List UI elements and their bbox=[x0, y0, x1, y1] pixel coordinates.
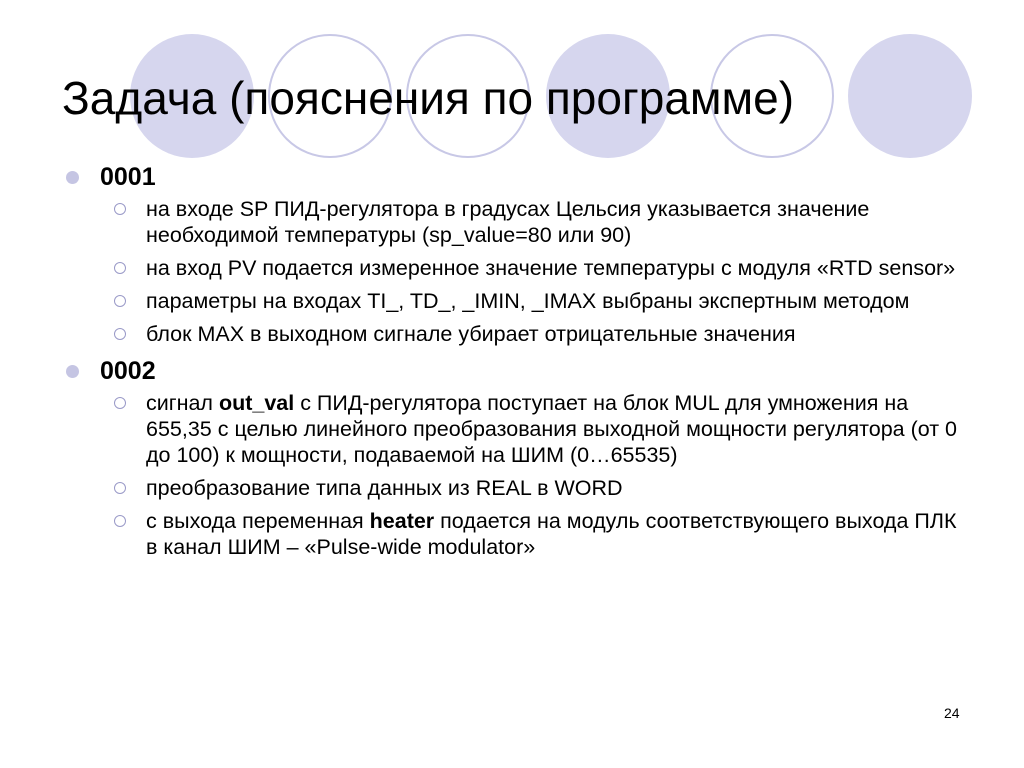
bullet-ring-icon bbox=[114, 262, 126, 274]
list-item-text: преобразование типа данных из REAL в WORD bbox=[146, 476, 623, 500]
bullet-ring-icon bbox=[114, 397, 126, 409]
list-item-text: блок MAX в выходном сигнале убирает отрицательные значения bbox=[146, 322, 796, 346]
bullet-ring-icon bbox=[114, 482, 126, 494]
list-item bbox=[66, 390, 966, 468]
bullet-ring-icon bbox=[114, 203, 126, 215]
variable-name: heater bbox=[369, 509, 435, 533]
slide-title: Задача (пояснения по программе) bbox=[62, 72, 795, 124]
variable-name: out_val bbox=[218, 391, 295, 415]
list-item-text-post: с ПИД-регулятора поступает на блок MUL для умножения на 655,35 с целью линейного преобразования выходной мощности регулятора (от 0 до 100) к мощности, подаваемой на ШИМ (0…65535) bbox=[146, 391, 958, 467]
page-number: 24 bbox=[944, 705, 960, 721]
list-item-text: параметры на входах TI_, TD_, _IMIN, _IMAX выбраны экспертным методом bbox=[146, 289, 910, 313]
list-item-text-post: подается на модуль соответствующего выхода ПЛК в канал ШИМ – «Pulse-wide modulator» bbox=[146, 509, 957, 559]
list-item bbox=[66, 196, 966, 248]
list-item-text: на вход PV подается измеренное значение температуры с модуля «RTD sensor» bbox=[146, 256, 956, 280]
section-heading bbox=[66, 162, 966, 192]
bullet-list bbox=[66, 162, 966, 567]
list-item bbox=[66, 321, 966, 347]
decor-circle bbox=[848, 34, 972, 158]
list-item bbox=[66, 255, 966, 281]
section-heading bbox=[66, 356, 966, 386]
list-item bbox=[66, 288, 966, 314]
bullet-dot-icon bbox=[66, 365, 79, 378]
list-item-text: на входе SP ПИД-регулятора в градусах Цельсия указывается значение необходимой температуры (sp_value=80 или 90) bbox=[146, 197, 870, 247]
bullet-dot-icon bbox=[66, 171, 79, 184]
section-heading-text: 0002 bbox=[100, 357, 156, 385]
section-heading-text: 0001 bbox=[100, 163, 156, 191]
bullet-ring-icon bbox=[114, 515, 126, 527]
list-item-text-pre: сигнал bbox=[146, 391, 219, 415]
bullet-ring-icon bbox=[114, 328, 126, 340]
list-item bbox=[66, 475, 966, 501]
list-item bbox=[66, 508, 966, 560]
list-item-text-pre: с выхода переменная bbox=[146, 509, 370, 533]
bullet-ring-icon bbox=[114, 295, 126, 307]
